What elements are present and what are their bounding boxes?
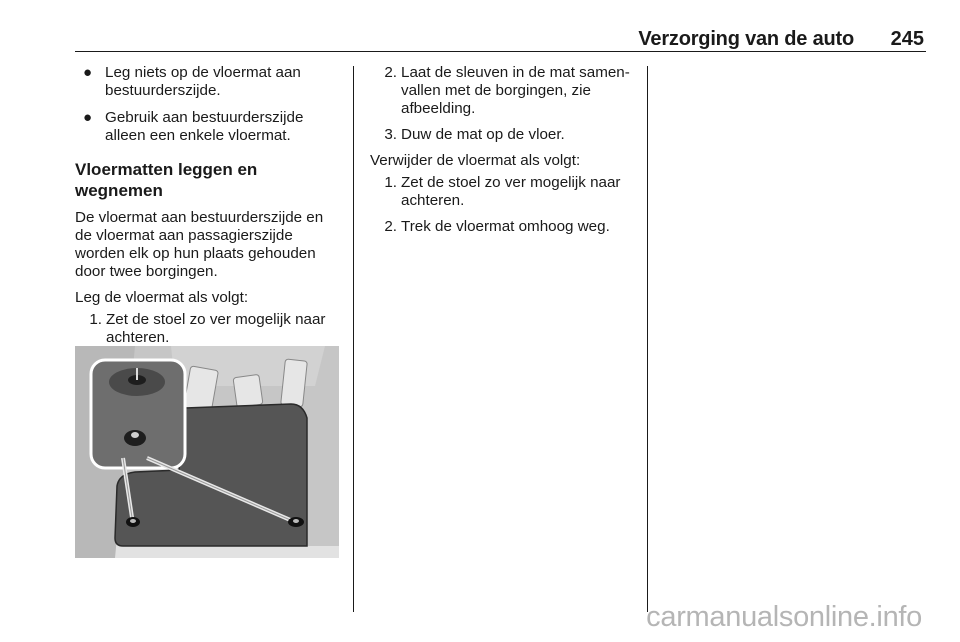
step-number: 3. [384,126,397,143]
left-column [75,64,343,355]
floor-mat-drawing [75,346,339,558]
floor-mat-illustration [75,346,339,558]
steps-intro: Verwijder de vloermat als volgt: [370,152,581,169]
step-item [375,126,638,144]
steps-intro: Leg de vloermat als volgt: [75,289,249,306]
step-number: 2. [384,218,397,235]
step-number: 1. [384,174,397,191]
column-divider-right [647,66,648,612]
bullet-dot-icon: ● [83,64,93,81]
step-item [375,174,638,210]
body-paragraph: De vloermat aan bestuurderszijde en de vloermat aan passagierszijde worden elk op hun plaats gehouden door twee borgingen. [75,209,324,280]
step-item [375,218,638,236]
bullet-text: Gebruik aan bestuurderszijde alleen een enkele vloermat. [105,109,304,144]
bullet-dot-icon: ● [83,109,93,126]
bullet-item [75,109,343,145]
page-header [75,28,926,52]
step-text: Zet de stoel zo ver mogelijk naar achteren. [401,174,621,209]
step-text: Trek de vloermat omhoog weg. [401,218,610,235]
step-text: Laat de sleuven in de mat samen-vallen met de borgingen, zie afbeelding. [401,64,630,117]
header-rule [75,51,926,52]
step-number: 1. [89,311,102,328]
step-number: 2. [384,64,397,81]
column-divider-left [353,66,354,612]
section-heading: Vloermatten leggen en wegnemen [75,160,258,200]
bullet-item [75,64,343,100]
bullet-text: Leg niets op de vloermat aan bestuurderszijde. [105,64,301,99]
page-number: 245 [890,28,924,50]
step-item [80,311,343,347]
header-title: Verzorging van de auto [638,28,854,50]
step-text: Zet de stoel zo ver mogelijk naar achteren. [106,311,326,346]
step-item [375,64,638,118]
step-text: Duw de mat op de vloer. [401,126,565,143]
middle-column [370,64,638,244]
watermark: carmanualsonline.info [646,601,922,633]
